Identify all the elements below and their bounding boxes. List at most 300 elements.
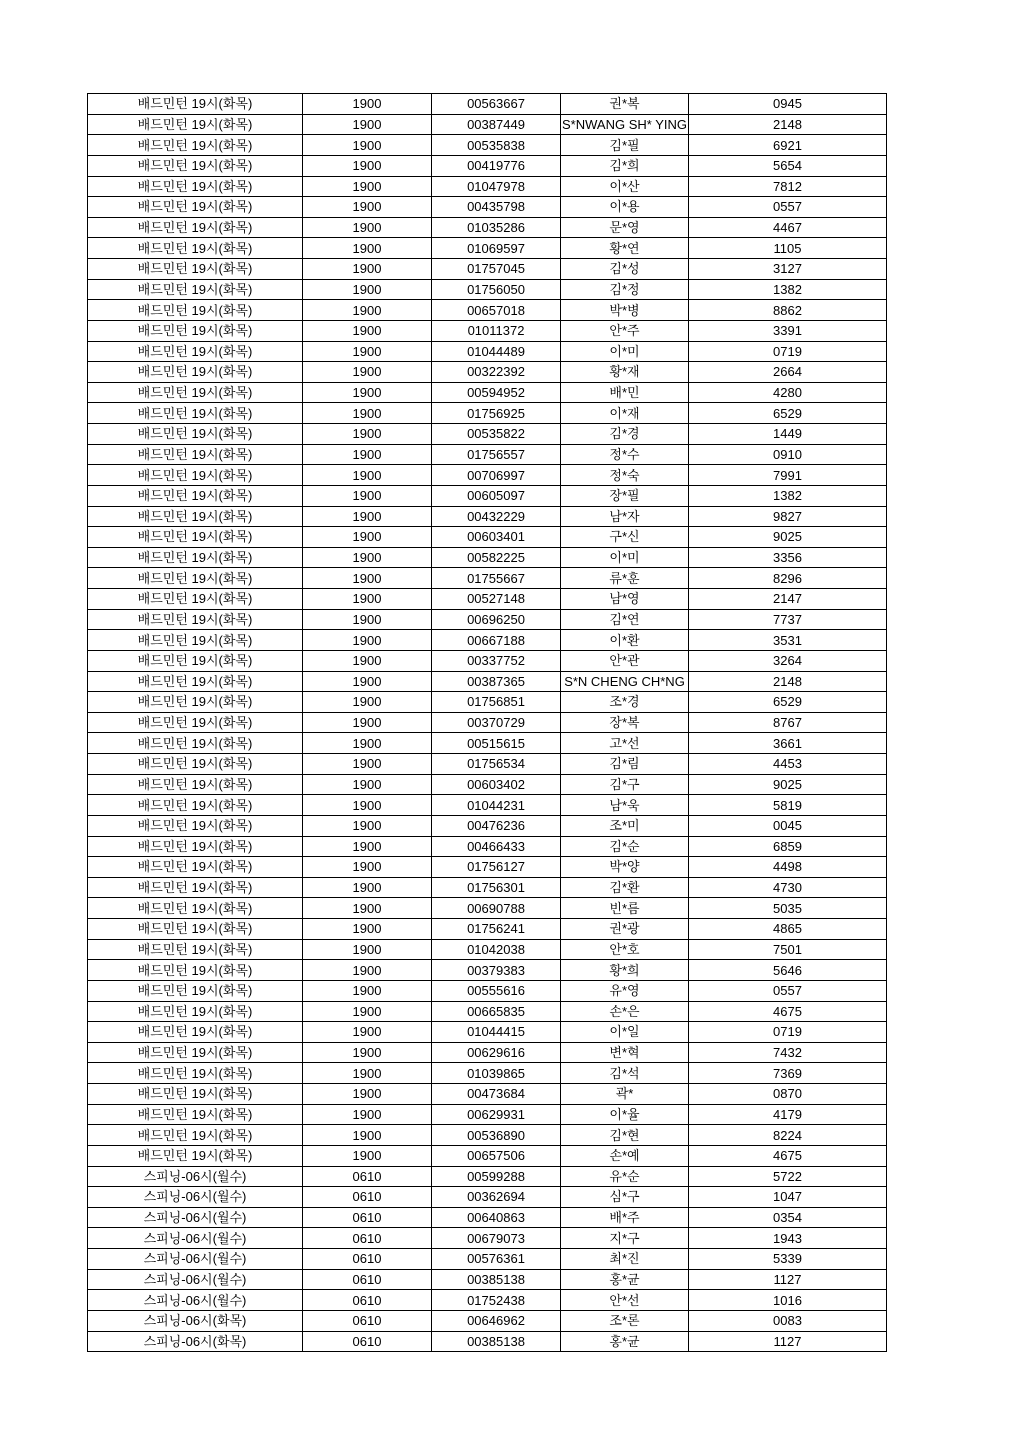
- member-name-cell: 유*영: [561, 980, 689, 1001]
- member-name-cell: 홍*균: [561, 1269, 689, 1290]
- time-code-cell: 1900: [303, 1001, 432, 1022]
- number-cell: 7812: [689, 176, 887, 197]
- time-code-cell: 1900: [303, 795, 432, 816]
- table-row: [88, 403, 887, 424]
- table-row: [88, 341, 887, 362]
- number-cell: 3531: [689, 630, 887, 651]
- table-row: [88, 671, 887, 692]
- time-code-cell: 0610: [303, 1331, 432, 1352]
- class-cell: 배드민턴 19시(화목): [88, 485, 303, 506]
- table-row: [88, 712, 887, 733]
- class-cell: 스피닝-06시(월수): [88, 1269, 303, 1290]
- member-id-cell: 00665835: [432, 1001, 561, 1022]
- time-code-cell: 1900: [303, 980, 432, 1001]
- table-row: [88, 382, 887, 403]
- member-name-cell: 권*복: [561, 94, 689, 115]
- table-row: [88, 279, 887, 300]
- member-name-cell: 김*희: [561, 155, 689, 176]
- member-id-cell: 00555616: [432, 980, 561, 1001]
- table-row: [88, 754, 887, 775]
- member-id-cell: 00594952: [432, 382, 561, 403]
- member-id-cell: 00370729: [432, 712, 561, 733]
- time-code-cell: 1900: [303, 589, 432, 610]
- member-name-cell: 배*민: [561, 382, 689, 403]
- class-cell: 배드민턴 19시(화목): [88, 444, 303, 465]
- number-cell: 1016: [689, 1290, 887, 1311]
- member-id-cell: 00629616: [432, 1042, 561, 1063]
- member-name-cell: S*NWANG SH* YING: [561, 114, 689, 135]
- table-row: [88, 609, 887, 630]
- table-row: [88, 1310, 887, 1331]
- table-row: [88, 795, 887, 816]
- member-name-cell: 조*론: [561, 1310, 689, 1331]
- table-row: [88, 506, 887, 527]
- table-row: [88, 238, 887, 259]
- time-code-cell: 1900: [303, 774, 432, 795]
- member-name-cell: 이*미: [561, 547, 689, 568]
- table-row: [88, 774, 887, 795]
- member-id-cell: 01755667: [432, 568, 561, 589]
- member-name-cell: 김*순: [561, 836, 689, 857]
- member-id-cell: 00387449: [432, 114, 561, 135]
- time-code-cell: 1900: [303, 341, 432, 362]
- member-name-cell: 곽*: [561, 1084, 689, 1105]
- number-cell: 0719: [689, 1022, 887, 1043]
- time-code-cell: 0610: [303, 1166, 432, 1187]
- class-cell: 배드민턴 19시(화목): [88, 589, 303, 610]
- member-name-cell: 조*미: [561, 815, 689, 836]
- time-code-cell: 1900: [303, 114, 432, 135]
- table-row: [88, 135, 887, 156]
- class-cell: 배드민턴 19시(화목): [88, 382, 303, 403]
- time-code-cell: 1900: [303, 300, 432, 321]
- table-row: [88, 1063, 887, 1084]
- table-row: [88, 1290, 887, 1311]
- member-name-cell: 빈*름: [561, 898, 689, 919]
- number-cell: 9025: [689, 774, 887, 795]
- member-id-cell: 00603401: [432, 527, 561, 548]
- number-cell: 1127: [689, 1331, 887, 1352]
- member-id-cell: 00629931: [432, 1104, 561, 1125]
- number-cell: 2148: [689, 671, 887, 692]
- time-code-cell: 0610: [303, 1269, 432, 1290]
- member-name-cell: 지*구: [561, 1228, 689, 1249]
- number-cell: 2148: [689, 114, 887, 135]
- class-cell: 배드민턴 19시(화목): [88, 939, 303, 960]
- time-code-cell: 1900: [303, 898, 432, 919]
- class-cell: 배드민턴 19시(화목): [88, 754, 303, 775]
- table-row: [88, 1207, 887, 1228]
- member-id-cell: 00362694: [432, 1187, 561, 1208]
- number-cell: 0945: [689, 94, 887, 115]
- member-name-cell: 정*수: [561, 444, 689, 465]
- member-id-cell: 00605097: [432, 485, 561, 506]
- member-id-cell: 00535838: [432, 135, 561, 156]
- time-code-cell: 1900: [303, 1042, 432, 1063]
- class-cell: 배드민턴 19시(화목): [88, 1145, 303, 1166]
- time-code-cell: 1900: [303, 444, 432, 465]
- member-name-cell: 김*림: [561, 754, 689, 775]
- table-row: [88, 362, 887, 383]
- member-name-cell: 박*병: [561, 300, 689, 321]
- number-cell: 5646: [689, 960, 887, 981]
- table-row: [88, 836, 887, 857]
- member-name-cell: 김*필: [561, 135, 689, 156]
- member-name-cell: 안*주: [561, 320, 689, 341]
- member-name-cell: 김*환: [561, 877, 689, 898]
- member-name-cell: 안*호: [561, 939, 689, 960]
- member-name-cell: 이*미: [561, 341, 689, 362]
- member-id-cell: 00476236: [432, 815, 561, 836]
- class-cell: 배드민턴 19시(화목): [88, 217, 303, 238]
- time-code-cell: 1900: [303, 279, 432, 300]
- time-code-cell: 1900: [303, 650, 432, 671]
- member-id-cell: 00515615: [432, 733, 561, 754]
- class-cell: 배드민턴 19시(화목): [88, 465, 303, 486]
- member-id-cell: 00473684: [432, 1084, 561, 1105]
- number-cell: 5654: [689, 155, 887, 176]
- member-name-cell: 정*숙: [561, 465, 689, 486]
- member-name-cell: 김*구: [561, 774, 689, 795]
- class-cell: 배드민턴 19시(화목): [88, 424, 303, 445]
- time-code-cell: 1900: [303, 857, 432, 878]
- member-name-cell: 이*일: [561, 1022, 689, 1043]
- class-cell: 배드민턴 19시(화목): [88, 836, 303, 857]
- table-row: [88, 1145, 887, 1166]
- member-id-cell: 00419776: [432, 155, 561, 176]
- member-id-cell: 01756127: [432, 857, 561, 878]
- member-id-cell: 00696250: [432, 609, 561, 630]
- class-cell: 배드민턴 19시(화목): [88, 197, 303, 218]
- member-id-cell: 01757045: [432, 259, 561, 280]
- time-code-cell: 0610: [303, 1310, 432, 1331]
- time-code-cell: 1900: [303, 960, 432, 981]
- table-row: [88, 815, 887, 836]
- table-row: [88, 259, 887, 280]
- member-id-cell: 01756050: [432, 279, 561, 300]
- number-cell: 4498: [689, 857, 887, 878]
- number-cell: 0083: [689, 1310, 887, 1331]
- member-id-cell: 00385138: [432, 1269, 561, 1290]
- member-id-cell: 01047978: [432, 176, 561, 197]
- table-row: [88, 1104, 887, 1125]
- table-row: [88, 176, 887, 197]
- class-cell: 스피닝-06시(월수): [88, 1166, 303, 1187]
- table-row: [88, 547, 887, 568]
- time-code-cell: 1900: [303, 362, 432, 383]
- time-code-cell: 1900: [303, 630, 432, 651]
- member-name-cell: 안*관: [561, 650, 689, 671]
- class-cell: 배드민턴 19시(화목): [88, 1125, 303, 1146]
- member-id-cell: 01039865: [432, 1063, 561, 1084]
- member-id-cell: 00385138: [432, 1331, 561, 1352]
- table-row: [88, 733, 887, 754]
- number-cell: 4179: [689, 1104, 887, 1125]
- member-name-cell: 남*영: [561, 589, 689, 610]
- member-id-cell: 00582225: [432, 547, 561, 568]
- table-row: [88, 444, 887, 465]
- time-code-cell: 1900: [303, 320, 432, 341]
- table-row: [88, 1187, 887, 1208]
- time-code-cell: 1900: [303, 506, 432, 527]
- class-cell: 배드민턴 19시(화목): [88, 155, 303, 176]
- class-cell: 배드민턴 19시(화목): [88, 506, 303, 527]
- member-id-cell: 01044231: [432, 795, 561, 816]
- number-cell: 3264: [689, 650, 887, 671]
- member-id-cell: 01756925: [432, 403, 561, 424]
- class-cell: 배드민턴 19시(화목): [88, 671, 303, 692]
- table-row: [88, 589, 887, 610]
- time-code-cell: 1900: [303, 259, 432, 280]
- table-row: [88, 877, 887, 898]
- table-row: [88, 980, 887, 1001]
- number-cell: 4865: [689, 919, 887, 940]
- time-code-cell: 1900: [303, 919, 432, 940]
- number-cell: 3127: [689, 259, 887, 280]
- class-cell: 배드민턴 19시(화목): [88, 692, 303, 713]
- number-cell: 4467: [689, 217, 887, 238]
- member-id-cell: 01011372: [432, 320, 561, 341]
- member-id-cell: 00435798: [432, 197, 561, 218]
- member-name-cell: 남*욱: [561, 795, 689, 816]
- number-cell: 0719: [689, 341, 887, 362]
- member-name-cell: 황*재: [561, 362, 689, 383]
- time-code-cell: 1900: [303, 692, 432, 713]
- class-cell: 스피닝-06시(월수): [88, 1187, 303, 1208]
- class-cell: 배드민턴 19시(화목): [88, 403, 303, 424]
- class-cell: 배드민턴 19시(화목): [88, 857, 303, 878]
- class-cell: 스피닝-06시(월수): [88, 1207, 303, 1228]
- class-cell: 배드민턴 19시(화목): [88, 1104, 303, 1125]
- member-id-cell: 01756557: [432, 444, 561, 465]
- time-code-cell: 1900: [303, 485, 432, 506]
- table-row: [88, 1166, 887, 1187]
- member-id-cell: 01752438: [432, 1290, 561, 1311]
- member-id-cell: 00527148: [432, 589, 561, 610]
- table-row: [88, 1042, 887, 1063]
- member-name-cell: 류*훈: [561, 568, 689, 589]
- time-code-cell: 1900: [303, 135, 432, 156]
- class-cell: 배드민턴 19시(화목): [88, 1042, 303, 1063]
- number-cell: 0557: [689, 980, 887, 1001]
- number-cell: 6921: [689, 135, 887, 156]
- class-cell: 배드민턴 19시(화목): [88, 630, 303, 651]
- number-cell: 1127: [689, 1269, 887, 1290]
- member-id-cell: 00679073: [432, 1228, 561, 1249]
- table-row: [88, 465, 887, 486]
- roster-table: [87, 93, 887, 1352]
- class-cell: 배드민턴 19시(화목): [88, 960, 303, 981]
- member-name-cell: 이*율: [561, 1104, 689, 1125]
- class-cell: 배드민턴 19시(화목): [88, 898, 303, 919]
- class-cell: 배드민턴 19시(화목): [88, 815, 303, 836]
- number-cell: 7991: [689, 465, 887, 486]
- time-code-cell: 0610: [303, 1249, 432, 1270]
- member-id-cell: 00337752: [432, 650, 561, 671]
- class-cell: 스피닝-06시(화목): [88, 1331, 303, 1352]
- table-row: [88, 94, 887, 115]
- class-cell: 배드민턴 19시(화목): [88, 1001, 303, 1022]
- member-id-cell: 00640863: [432, 1207, 561, 1228]
- member-name-cell: 장*복: [561, 712, 689, 733]
- member-name-cell: 이*환: [561, 630, 689, 651]
- time-code-cell: 1900: [303, 939, 432, 960]
- number-cell: 0045: [689, 815, 887, 836]
- table-row: [88, 919, 887, 940]
- number-cell: 7737: [689, 609, 887, 630]
- class-cell: 배드민턴 19시(화목): [88, 176, 303, 197]
- time-code-cell: 1900: [303, 217, 432, 238]
- member-id-cell: 01756241: [432, 919, 561, 940]
- member-id-cell: 00432229: [432, 506, 561, 527]
- table-row: [88, 692, 887, 713]
- time-code-cell: 1900: [303, 527, 432, 548]
- number-cell: 9827: [689, 506, 887, 527]
- time-code-cell: 1900: [303, 465, 432, 486]
- number-cell: 4280: [689, 382, 887, 403]
- table-row: [88, 485, 887, 506]
- member-name-cell: 김*연: [561, 609, 689, 630]
- number-cell: 7369: [689, 1063, 887, 1084]
- number-cell: 6529: [689, 692, 887, 713]
- table-row: [88, 155, 887, 176]
- time-code-cell: 1900: [303, 836, 432, 857]
- class-cell: 스피닝-06시(화목): [88, 1310, 303, 1331]
- member-name-cell: S*N CHENG CH*NG: [561, 671, 689, 692]
- class-cell: 배드민턴 19시(화목): [88, 114, 303, 135]
- number-cell: 5339: [689, 1249, 887, 1270]
- time-code-cell: 1900: [303, 547, 432, 568]
- table-row: [88, 630, 887, 651]
- time-code-cell: 1900: [303, 382, 432, 403]
- class-cell: 배드민턴 19시(화목): [88, 980, 303, 1001]
- member-name-cell: 홍*균: [561, 1331, 689, 1352]
- time-code-cell: 1900: [303, 1063, 432, 1084]
- member-id-cell: 00466433: [432, 836, 561, 857]
- member-id-cell: 01035286: [432, 217, 561, 238]
- member-id-cell: 01044489: [432, 341, 561, 362]
- number-cell: 1105: [689, 238, 887, 259]
- class-cell: 배드민턴 19시(화목): [88, 568, 303, 589]
- number-cell: 5722: [689, 1166, 887, 1187]
- member-name-cell: 김*석: [561, 1063, 689, 1084]
- member-id-cell: 00576361: [432, 1249, 561, 1270]
- table-row: [88, 424, 887, 445]
- member-name-cell: 이*산: [561, 176, 689, 197]
- member-id-cell: 01069597: [432, 238, 561, 259]
- class-cell: 배드민턴 19시(화목): [88, 547, 303, 568]
- member-name-cell: 손*은: [561, 1001, 689, 1022]
- time-code-cell: 1900: [303, 94, 432, 115]
- number-cell: 5035: [689, 898, 887, 919]
- member-id-cell: 01044415: [432, 1022, 561, 1043]
- time-code-cell: 1900: [303, 733, 432, 754]
- time-code-cell: 1900: [303, 568, 432, 589]
- class-cell: 스피닝-06시(월수): [88, 1228, 303, 1249]
- member-name-cell: 김*성: [561, 259, 689, 280]
- class-cell: 배드민턴 19시(화목): [88, 650, 303, 671]
- table-row: [88, 568, 887, 589]
- number-cell: 8224: [689, 1125, 887, 1146]
- number-cell: 6529: [689, 403, 887, 424]
- class-cell: 배드민턴 19시(화목): [88, 259, 303, 280]
- table-row: [88, 1001, 887, 1022]
- member-id-cell: 01756534: [432, 754, 561, 775]
- member-id-cell: 00690788: [432, 898, 561, 919]
- member-name-cell: 심*구: [561, 1187, 689, 1208]
- table-row: [88, 527, 887, 548]
- table-row: [88, 300, 887, 321]
- member-id-cell: 00387365: [432, 671, 561, 692]
- table-row: [88, 898, 887, 919]
- time-code-cell: 0610: [303, 1207, 432, 1228]
- member-name-cell: 박*양: [561, 857, 689, 878]
- time-code-cell: 1900: [303, 671, 432, 692]
- number-cell: 9025: [689, 527, 887, 548]
- class-cell: 배드민턴 19시(화목): [88, 238, 303, 259]
- time-code-cell: 0610: [303, 1187, 432, 1208]
- member-id-cell: 01042038: [432, 939, 561, 960]
- class-cell: 배드민턴 19시(화목): [88, 527, 303, 548]
- number-cell: 4675: [689, 1001, 887, 1022]
- member-id-cell: 00379383: [432, 960, 561, 981]
- number-cell: 1943: [689, 1228, 887, 1249]
- class-cell: 배드민턴 19시(화목): [88, 1063, 303, 1084]
- roster-table-body: [88, 94, 887, 1352]
- number-cell: 0557: [689, 197, 887, 218]
- member-name-cell: 황*희: [561, 960, 689, 981]
- class-cell: 스피닝-06시(월수): [88, 1290, 303, 1311]
- member-name-cell: 권*광: [561, 919, 689, 940]
- member-name-cell: 김*현: [561, 1125, 689, 1146]
- class-cell: 배드민턴 19시(화목): [88, 609, 303, 630]
- member-name-cell: 안*선: [561, 1290, 689, 1311]
- table-row: [88, 650, 887, 671]
- class-cell: 배드민턴 19시(화목): [88, 341, 303, 362]
- number-cell: 3391: [689, 320, 887, 341]
- member-name-cell: 최*진: [561, 1249, 689, 1270]
- time-code-cell: 1900: [303, 238, 432, 259]
- class-cell: 배드민턴 19시(화목): [88, 1084, 303, 1105]
- number-cell: 0910: [689, 444, 887, 465]
- number-cell: 3356: [689, 547, 887, 568]
- member-id-cell: 00322392: [432, 362, 561, 383]
- class-cell: 배드민턴 19시(화목): [88, 774, 303, 795]
- number-cell: 1382: [689, 485, 887, 506]
- table-row: [88, 217, 887, 238]
- member-id-cell: 00646962: [432, 1310, 561, 1331]
- class-cell: 배드민턴 19시(화목): [88, 795, 303, 816]
- class-cell: 배드민턴 19시(화목): [88, 877, 303, 898]
- table-row: [88, 939, 887, 960]
- number-cell: 4675: [689, 1145, 887, 1166]
- number-cell: 0354: [689, 1207, 887, 1228]
- table-row: [88, 1249, 887, 1270]
- time-code-cell: 1900: [303, 815, 432, 836]
- member-name-cell: 남*자: [561, 506, 689, 527]
- time-code-cell: 1900: [303, 155, 432, 176]
- number-cell: 1047: [689, 1187, 887, 1208]
- table-row: [88, 1022, 887, 1043]
- class-cell: 배드민턴 19시(화목): [88, 320, 303, 341]
- class-cell: 배드민턴 19시(화목): [88, 362, 303, 383]
- number-cell: 2147: [689, 589, 887, 610]
- class-cell: 배드민턴 19시(화목): [88, 300, 303, 321]
- class-cell: 배드민턴 19시(화목): [88, 733, 303, 754]
- member-name-cell: 김*경: [561, 424, 689, 445]
- member-id-cell: 00563667: [432, 94, 561, 115]
- member-name-cell: 손*예: [561, 1145, 689, 1166]
